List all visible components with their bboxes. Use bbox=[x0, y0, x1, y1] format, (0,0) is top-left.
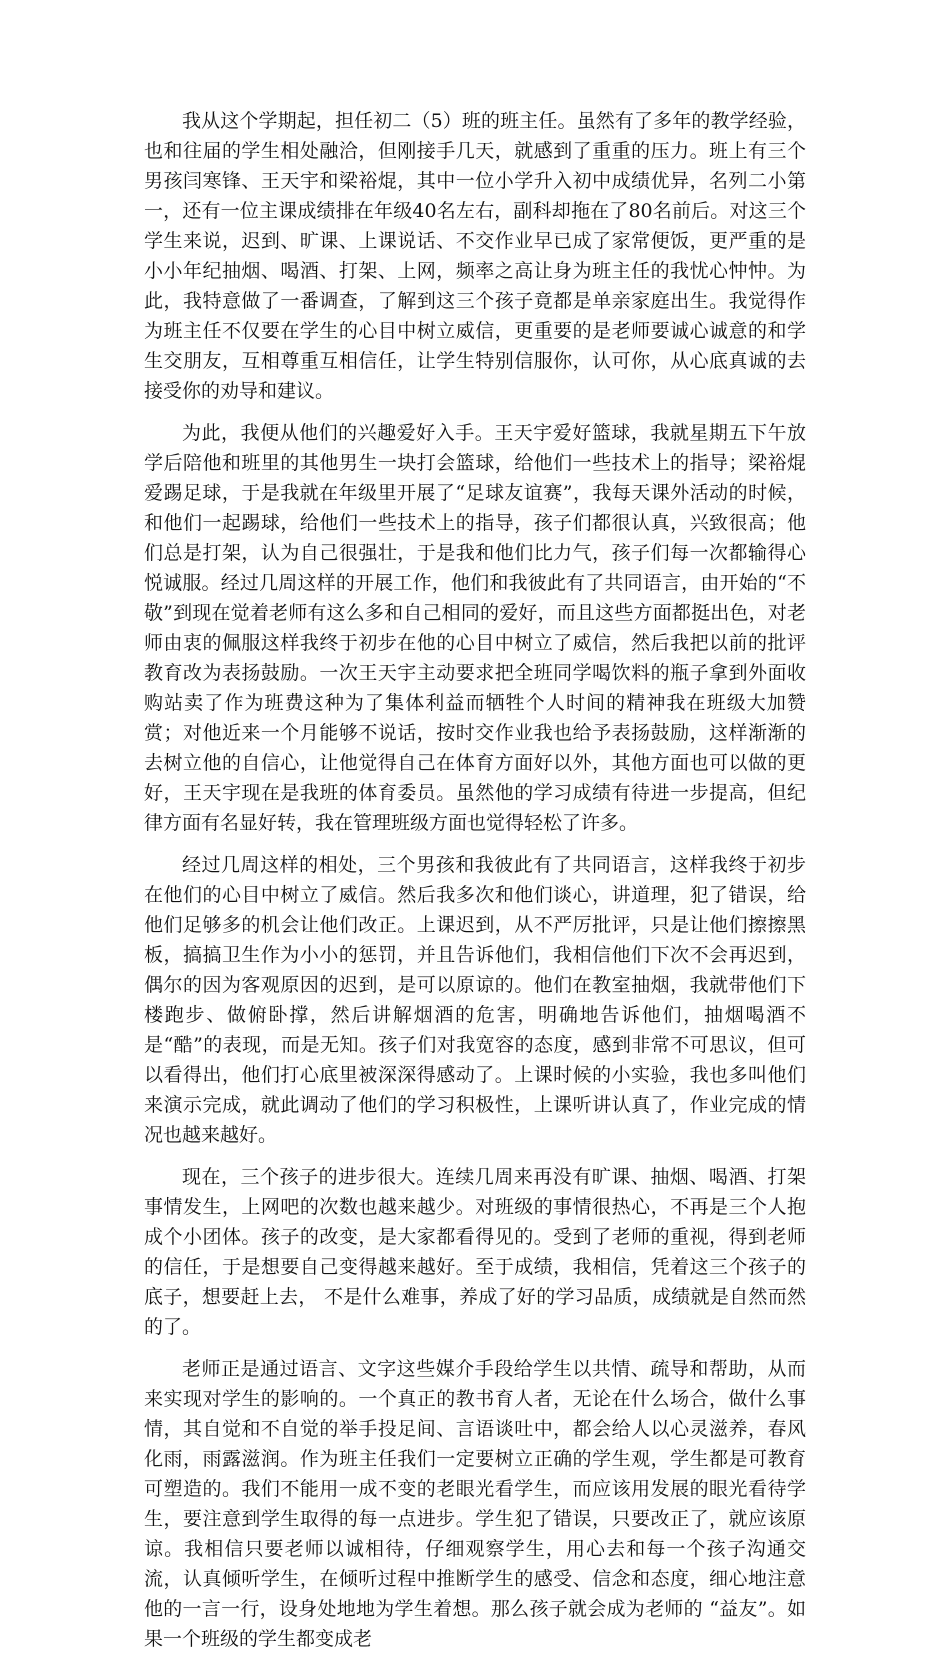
document-page bbox=[144, 106, 806, 1666]
paragraph-5: 老师正是通过语言、文字这些媒介手段给学生以共情、疏导和帮助，从而来实现对学生的影响的。一个真正的教书育人者，无论在什么场合，做什么事情，其自觉和不自觉的举手投足间、言语谈吐中，都会给人以心灵滋养，春风化雨，雨露滋润。作为班主任我们一定要树立正确的学生观，学生都是可教育可塑造的。我们不能用一成不变的老眼光看学生，而应该用发展的眼光看待学生，要注意到学生取得的每一点进步。学生犯了错误，只要改正了，就应该原谅。我相信只要老师以诚相待，仔细观察学生，用心去和每一个孩子沟通交流，认真倾听学生，在倾听过程中推断学生的感受、信念和态度，细心地注意他的一言一行，设身处地地为学生着想。那么孩子就会成为老师的 “益友”。如果一个班级的学生都变成老 bbox=[144, 1358, 806, 1650]
paragraph-2: 为此，我便从他们的兴趣爱好入手。王天宇爱好篮球，我就星期五下午放学后陪他和班里的其他男生一块打会篮球，给他们一些技术上的指导；梁裕焜爱踢足球，于是我就在年级里开展了“足球友谊赛”，我每天课外活动的时候，和他们一起踢球，给他们一些技术上的指导，孩子们都很认真，兴致很高；他们总是打架，认为自己很强壮，于是我和他们比力气，孩子们每一次都输得心悦诚服。经过几周这样的开展工作，他们和我彼此有了共同语言，由开始的“不敬”到现在觉着老师有这么多和自己相同的爱好，而且这些方面都挺出色，对老师由衷的佩服这样我终于初步在他的心目中树立了威信，然后我把以前的批评教育改为表扬鼓励。一次王天宇主动要求把全班同学喝饮料的瓶子拿到外面收购站卖了作为班费这种为了集体利益而牺牲个人时间的精神我在班级大加赞赏；对他近来一个月能够不说话，按时交作业我也给予表扬鼓励，这样渐渐的去树立他的自信心，让他觉得自己在体育方面好以外，其他方面也可以做的更好，王天宇现在是我班的体育委员。虽然他的学习成绩有待进一步提高，但纪律方面有名显好转，我在管理班级方面也觉得轻松了许多。 bbox=[144, 422, 806, 834]
paragraph-1: 我从这个学期起，担任初二（5）班的班主任。虽然有了多年的教学经验，也和往届的学生相处融洽，但刚接手几天，就感到了重重的压力。班上有三个男孩闫寒锋、王天宇和梁裕焜，其中一位小学升入初中成绩优异，名列二小第一，还有一位主课成绩排在年级40名左右，副科却拖在了80名前后。对这三个学生来说，迟到、旷课、上课说话、不交作业早已成了家常便饭，更严重的是小小年纪抽烟、喝酒、打架、上网，频率之高让身为班主任的我忧心忡忡。为此，我特意做了一番调查，了解到这三个孩子竟都是单亲家庭出生。我觉得作为班主任不仅要在学生的心目中树立威信，更重要的是老师要诚心诚意的和学生交朋友，互相尊重互相信任，让学生特别信服你，认可你，从心底真诚的去接受你的劝导和建议。 bbox=[144, 110, 806, 402]
paragraph-4: 现在，三个孩子的进步很大。连续几周来再没有旷课、抽烟、喝酒、打架事情发生，上网吧的次数也越来越少。对班级的事情很热心，不再是三个人抱成个小团体。孩子的改变，是大家都看得见的。受到了老师的重视，得到老师的信任，于是想要自己变得越来越好。至于成绩，我相信，凭着这三个孩子的底子，想要赶上去， 不是什么难事，养成了好的学习品质，成绩就是自然而然的了。 bbox=[144, 1166, 806, 1338]
paragraph-3: 经过几周这样的相处，三个男孩和我彼此有了共同语言，这样我终于初步在他们的心目中树立了威信。然后我多次和他们谈心，讲道理，犯了错误，给他们足够多的机会让他们改正。上课迟到，从不严厉批评，只是让他们擦擦黑板，搞搞卫生作为小小的惩罚，并且告诉他们，我相信他们下次不会再迟到，偶尔的因为客观原因的迟到，是可以原谅的。他们在教室抽烟，我就带他们下楼跑步、做俯卧撑，然后讲解烟酒的危害，明确地告诉他们，抽烟喝酒不是“酷”的表现，而是无知。孩子们对我宽容的态度，感到非常不可思议，但可以看得出，他们打心底里被深深得感动了。上课时候的小实验，我也多叫他们来演示完成，就此调动了他们的学习积极性，上课听讲认真了，作业完成的情况也越来越好。 bbox=[144, 854, 806, 1146]
